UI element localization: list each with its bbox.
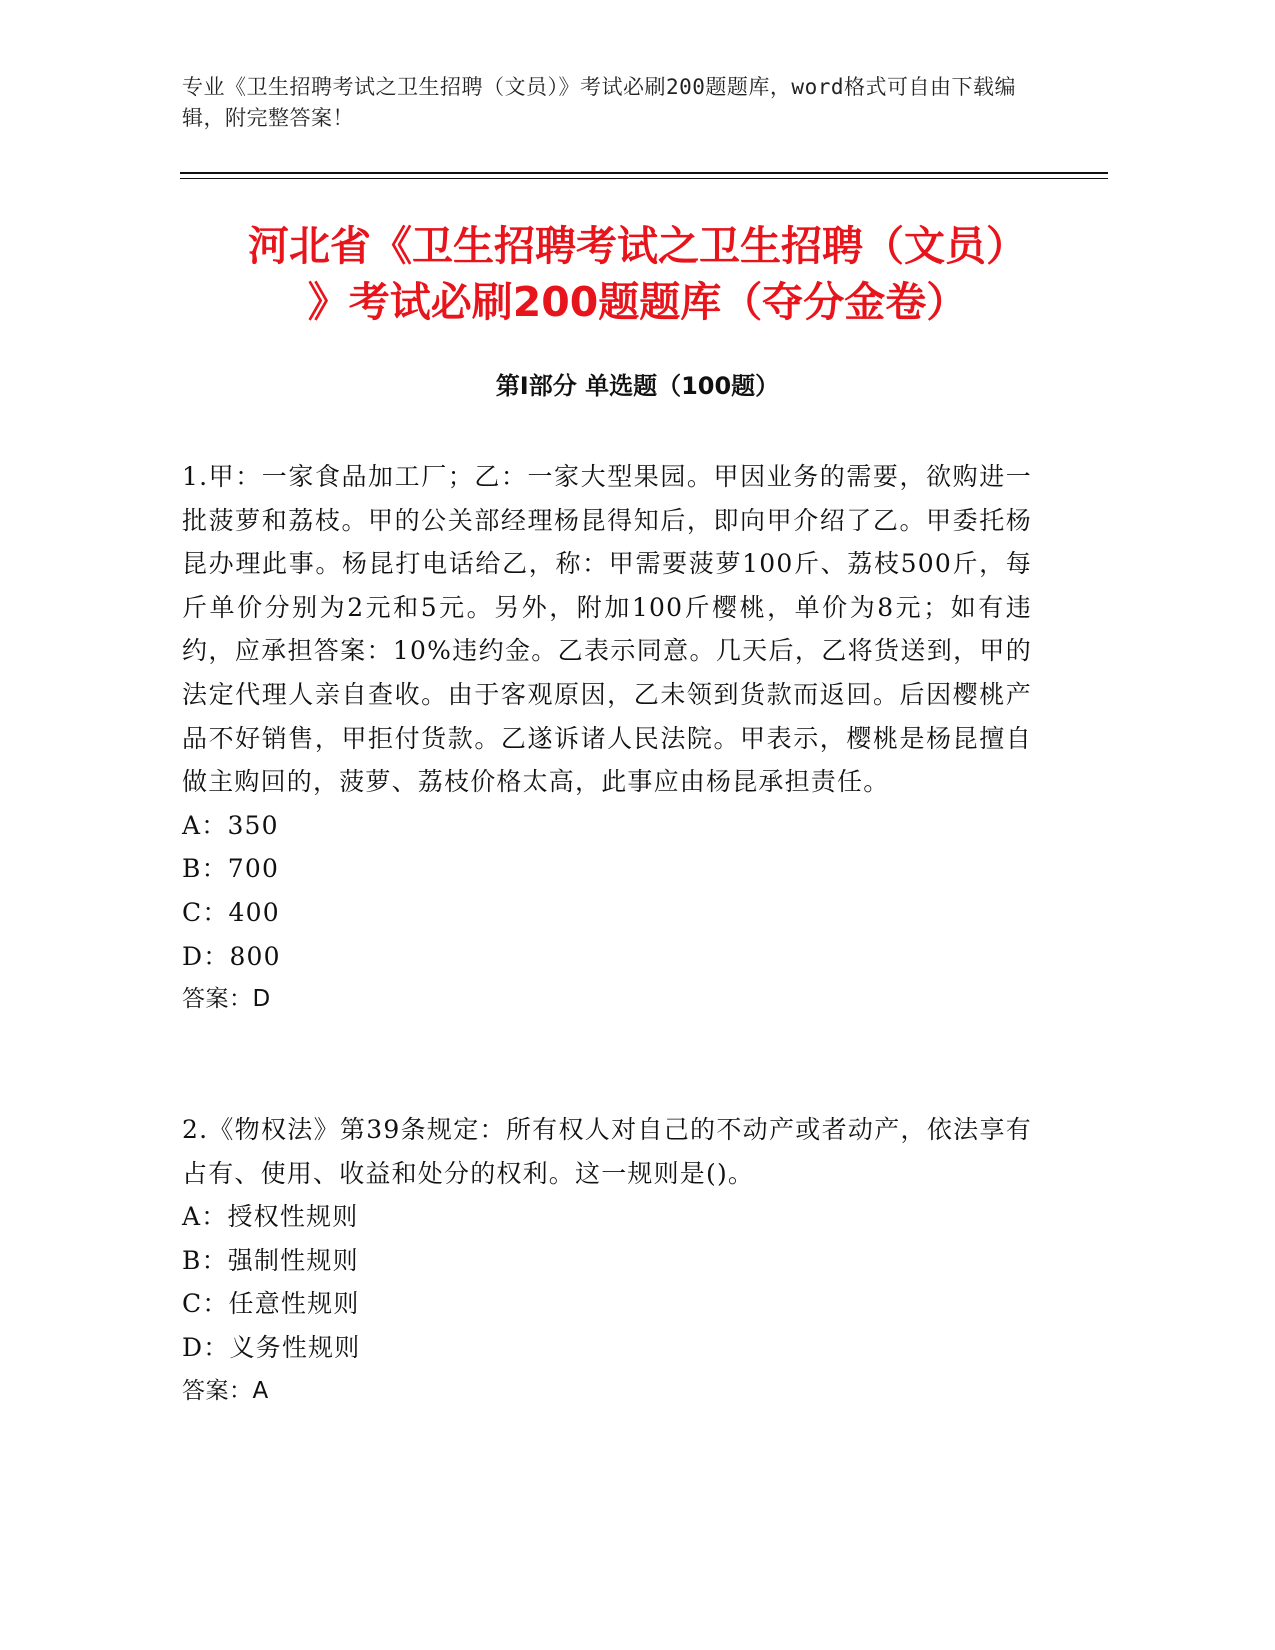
option-c: C：任意性规则 (182, 1289, 360, 1319)
option-a: A：350 (182, 810, 279, 840)
document-title-line-2: 》考试必刷200题题库（夺分金卷） (307, 278, 968, 326)
option-b: B：强制性规则 (182, 1245, 359, 1275)
question-1 (182, 455, 1032, 1022)
option-d: D：800 (182, 941, 281, 971)
document-title (150, 218, 1125, 330)
option-d: D：义务性规则 (182, 1332, 361, 1362)
option-a: A：授权性规则 (182, 1202, 359, 1232)
document-title-line-1: 河北省《卫生招聘考试之卫生招聘（文员） (248, 222, 1027, 270)
question-stem: 1.甲：一家食品加工厂；乙：一家大型果园。甲因业务的需要，欲购进一批菠萝和荔枝。甲的公关部经理杨昆得知后，即向甲介绍了乙。甲委托杨昆办理此事。杨昆打电话给乙，称：甲需要菠萝100斤、荔枝500斤，每斤单价分别为2元和5元。另外，附加100斤樱桃，单价为8元；如有违约，应承担答案：10%违约金。乙表示同意。几天后，乙将货送到，甲的法定代理人亲自查收。由于客观原因，乙未领到货款而返回。后因樱桃产品不好销售，甲拒付货款。乙遂诉诸人民法院。甲表示，樱桃是杨昆擅自做主购回的，菠萝、荔枝价格太高，此事应由杨昆承担责任。 (182, 462, 1032, 797)
question-stem: 2.《物权法》第39条规定：所有权人对自己的不动产或者动产，依法享有占有、使用、收益和处分的权利。这一规则是()。 (182, 1115, 1032, 1188)
answer-label: 答案：D (182, 986, 271, 1013)
option-b: B：700 (182, 854, 280, 884)
header-note: 专业《卫生招聘考试之卫生招聘（文员）》考试必刷200题题库，word格式可自由下载编辑，附完整答案！ (182, 75, 1016, 130)
answer-label: 答案：A (182, 1377, 269, 1404)
option-c: C：400 (182, 897, 280, 927)
header-divider-thin (180, 178, 1108, 179)
section-title: 第Ⅰ部分 单选题（100题） (495, 372, 780, 400)
question-2 (182, 1108, 1032, 1413)
header-divider-thick (180, 172, 1108, 174)
